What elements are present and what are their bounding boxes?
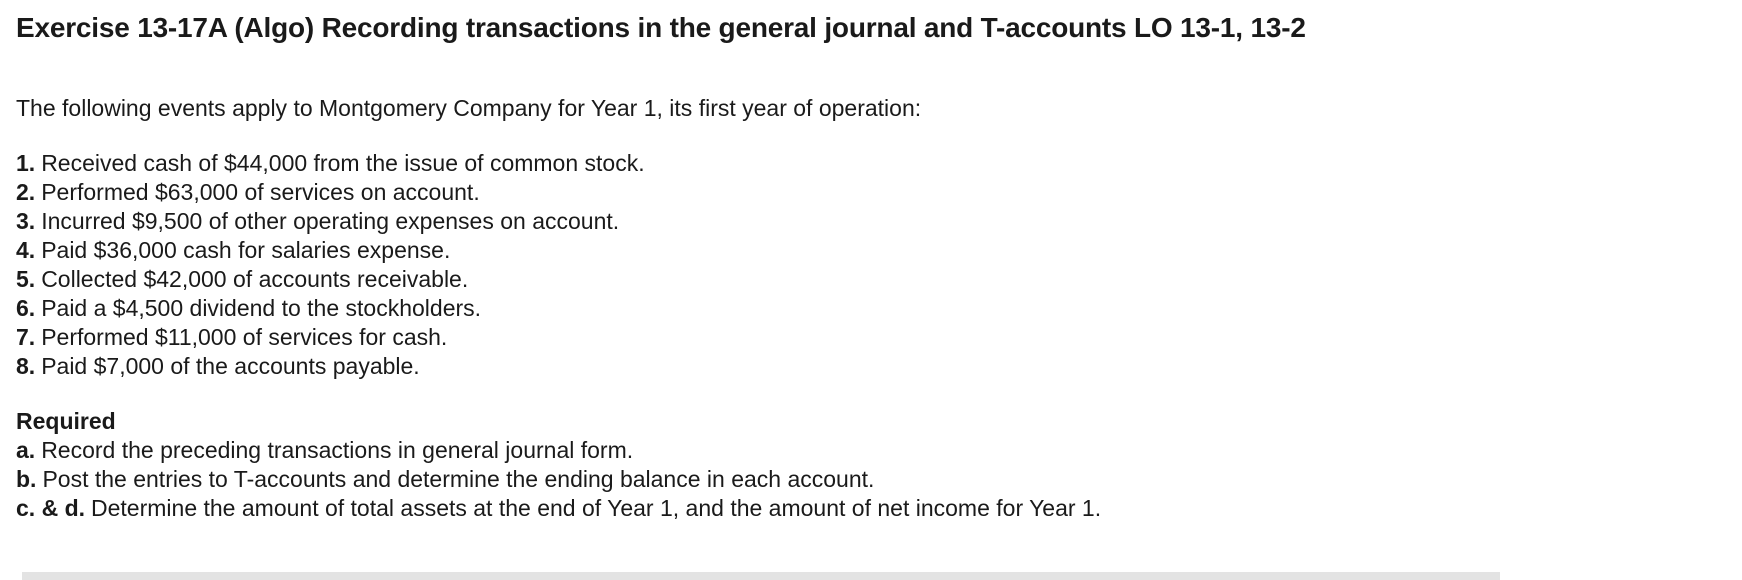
event-text: Performed $63,000 of services on account. — [41, 179, 480, 205]
required-heading: Required — [16, 408, 116, 434]
event-item — [16, 207, 1716, 236]
event-number: 1. — [16, 150, 36, 176]
event-number: 2. — [16, 179, 36, 205]
event-number: 6. — [16, 295, 36, 321]
event-number: 5. — [16, 266, 36, 292]
event-text: Performed $11,000 of services for cash. — [41, 324, 448, 350]
event-number: 3. — [16, 208, 36, 234]
required-item — [16, 465, 1716, 494]
required-item — [16, 436, 1716, 465]
required-item — [16, 494, 1716, 523]
required-section — [16, 407, 1716, 523]
event-text: Received cash of $44,000 from the issue of common stock. — [41, 150, 645, 176]
event-text: Collected $42,000 of accounts receivable. — [41, 266, 469, 292]
exercise-content — [16, 8, 1716, 523]
event-item — [16, 323, 1716, 352]
event-text: Paid $7,000 of the accounts payable. — [41, 353, 420, 379]
event-number: 7. — [16, 324, 36, 350]
events-list — [16, 149, 1716, 381]
required-text: Record the preceding transactions in general journal form. — [41, 437, 634, 463]
event-item — [16, 294, 1716, 323]
event-item — [16, 236, 1716, 265]
required-label: b. — [16, 466, 37, 492]
event-text: Paid $36,000 cash for salaries expense. — [41, 237, 451, 263]
required-label: a. — [16, 437, 36, 463]
required-text: Determine the amount of total assets at the end of Year 1, and the amount of net income for Year 1. — [91, 495, 1102, 521]
event-number: 4. — [16, 237, 36, 263]
event-item — [16, 149, 1716, 178]
required-text: Post the entries to T-accounts and determine the ending balance in each account. — [42, 466, 875, 492]
intro-text: The following events apply to Montgomery Company for Year 1, its first year of operation: — [16, 95, 922, 121]
required-list — [16, 436, 1716, 523]
event-item — [16, 352, 1716, 381]
event-item — [16, 178, 1716, 207]
required-label: c. & d. — [16, 495, 86, 521]
bottom-divider-bar — [22, 572, 1500, 580]
event-text: Paid a $4,500 dividend to the stockholders. — [41, 295, 482, 321]
exercise-title: Exercise 13-17A (Algo) Recording transactions in the general journal and T-accounts LO 13-1, 13-2 — [16, 12, 1306, 43]
event-item — [16, 265, 1716, 294]
event-number: 8. — [16, 353, 36, 379]
event-text: Incurred $9,500 of other operating expenses on account. — [41, 208, 620, 234]
